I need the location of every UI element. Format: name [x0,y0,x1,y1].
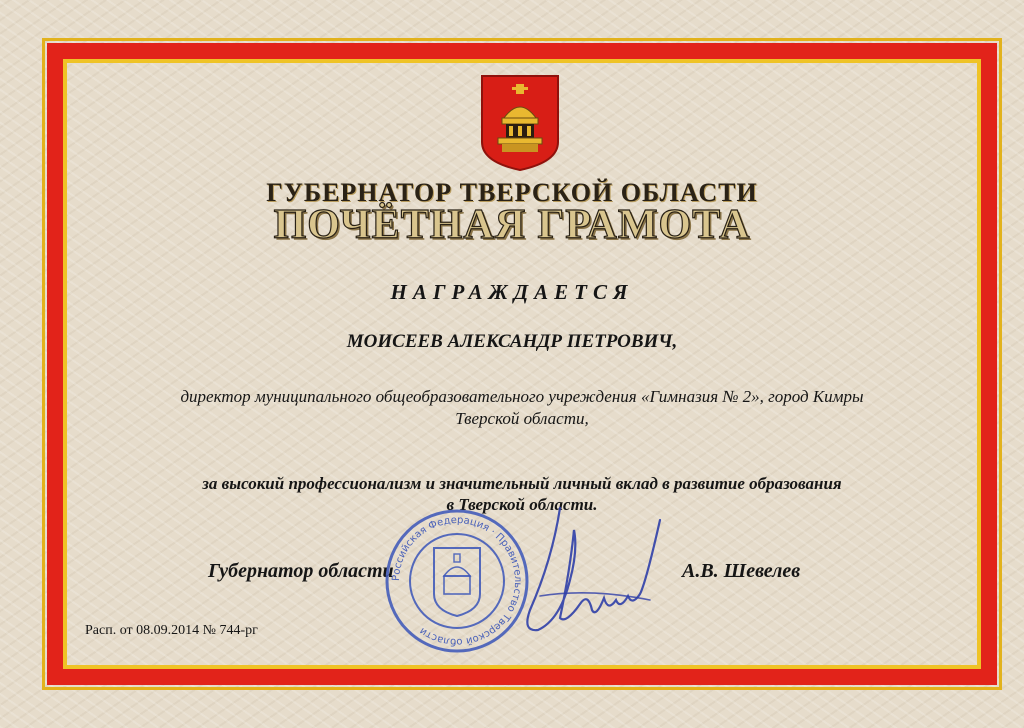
reason-line-1: за высокий профессионализм и значительный личный вклад в развитие образования [202,474,842,493]
position-line-1: директор муниципального общеобразовательного учреждения «Гимназия № 2», город Кимры [180,387,864,406]
signer-title: Губернатор области [208,560,394,582]
awarded-label: НАГРАЖДАЕТСЯ [390,280,634,304]
recipient-name: МОИСЕЕВ АЛЕКСАНДР ПЕТРОВИЧ, [346,331,678,352]
handwritten-signature-icon [500,500,670,650]
order-reference: Расп. от 08.09.2014 № 744-рг [85,623,258,638]
issuer-heading: ГУБЕРНАТОР ТВЕРСКОЙ ОБЛАСТИ [266,178,758,207]
recipient-position [130,386,914,430]
tver-coat-of-arms-icon [478,72,562,172]
reason-line-2: в Тверской области. [446,495,598,514]
seal-text: Российская Федерация · Правительство Тверской области [390,514,524,648]
certificate-title: ПОЧЁТНАЯ ГРАМОТА [273,202,751,248]
signer-name: А.В. Шевелев [682,560,801,582]
position-line-2: Тверской области, [455,409,589,428]
